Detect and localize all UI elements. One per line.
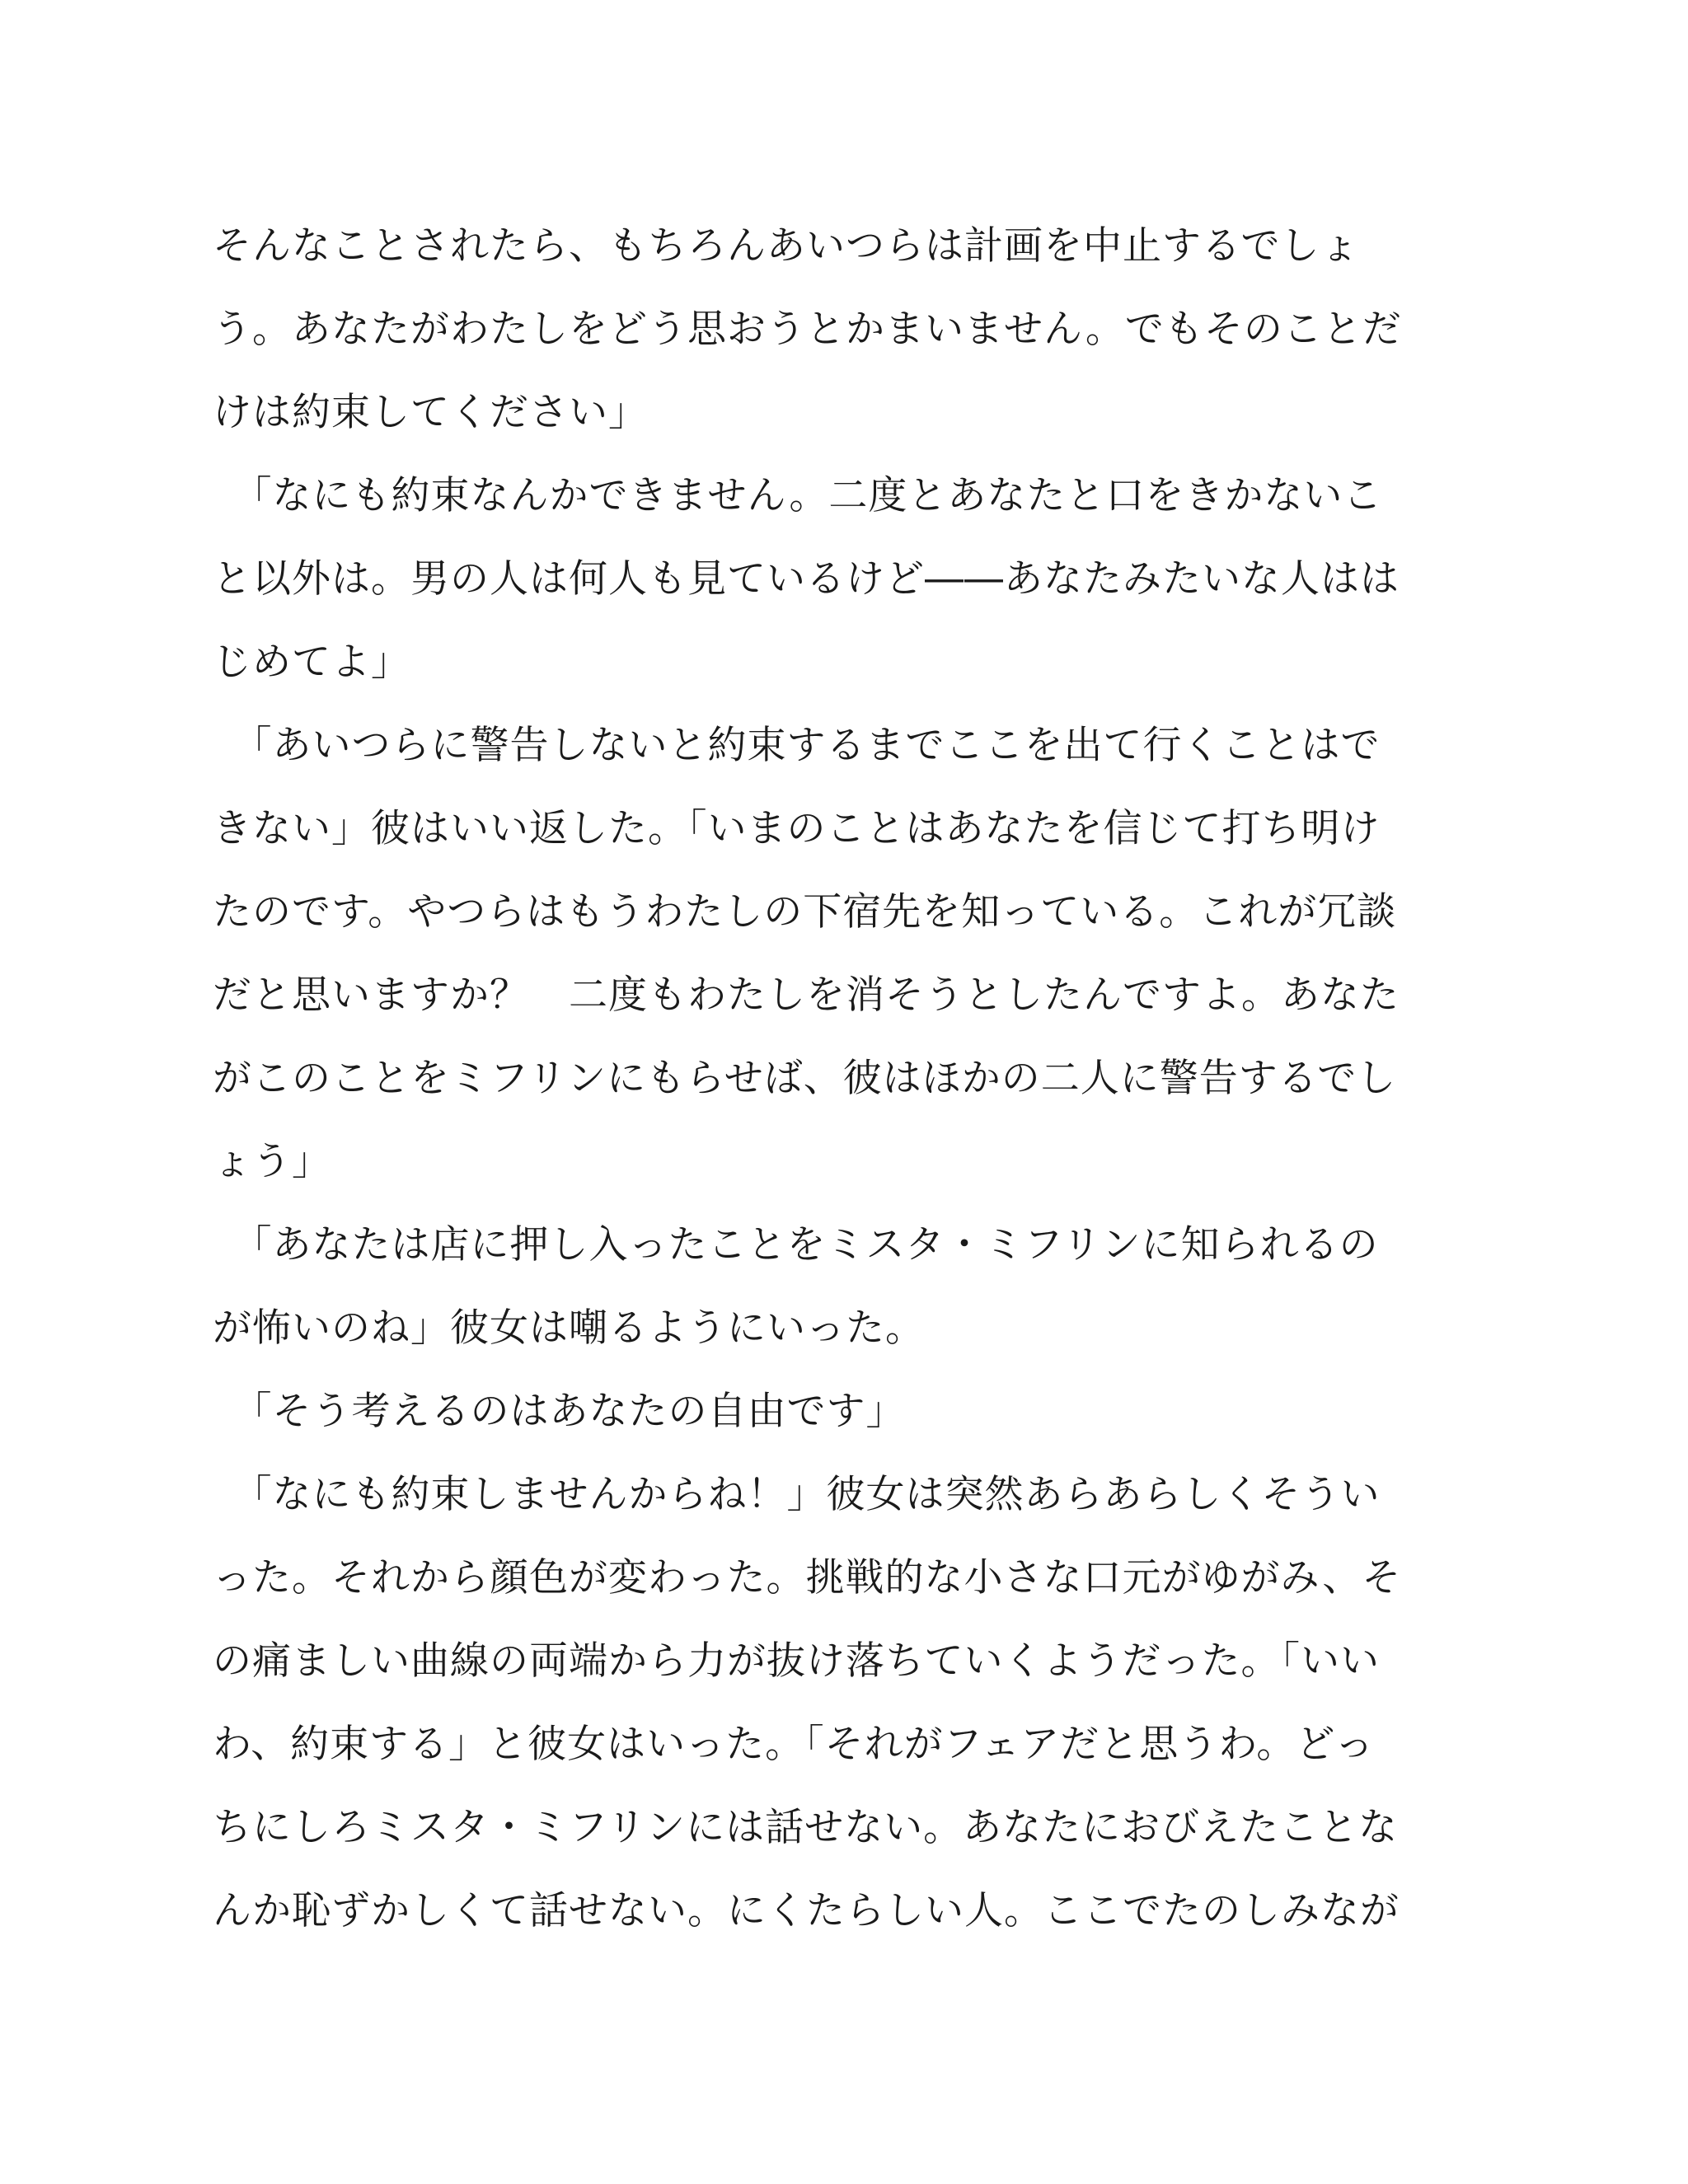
text-line: だと思いますか？ 二度もわたしを消そうとしたんですよ。あなた [213,972,1400,1018]
text-line: 「なにも約束しませんからね！」彼女は突然あらあらしくそうい [213,1472,1381,1517]
text-line: ちにしろミスタ・ミフリンには話せない。あなたにおびえたことな [213,1805,1399,1850]
text-line: 「あなたは店に押し入ったことをミスタ・ミフリンに知られるの [213,1222,1379,1268]
text-line: そんなことされたら、もちろんあいつらは計画を中止するでしょ [213,223,1360,269]
text-line: きない」彼はいい返した。「いまのことはあなたを信じて打ち明け [213,806,1381,851]
text-line: 「そう考えるのはあなたの自由です」 [213,1389,906,1434]
text-line: が怖いのね」彼女は嘲るようにいった。 [213,1305,925,1351]
text-line: んか恥ずかしくて話せない。にくたらしい人。ここでたのしみなが [213,1888,1400,1933]
text-line: う。あなたがわたしをどう思おうとかまいません。でもそのことだ [213,307,1402,352]
text-line: 「あいつらに警告しないと約束するまでここを出て行くことはで [213,723,1381,768]
text-line: と以外は。男の人は何人も見ているけど――あなたみたいな人はは [213,556,1400,602]
text-line: がこのことをミフリンにもらせば、彼はほかの二人に警告するでし [213,1056,1397,1101]
text-line: けは約束してください」 [213,390,648,435]
text-line: じめてよ」 [213,640,410,685]
text-line: 「なにも約束なんかできません。二度とあなたと口をきかないこ [213,473,1383,518]
text-line: たのです。やつらはもうわたしの下宿先を知っている。これが冗談 [213,889,1397,935]
text-line: わ、約束する」と彼女はいった。「それがフェアだと思うわ。どっ [213,1722,1375,1767]
text-line: ょう」 [213,1139,331,1184]
text-line: の痛ましい曲線の両端から力が抜け落ちていくようだった。「いい [213,1638,1381,1684]
body-text [213,204,1449,1952]
text-line: った。それから顔色が変わった。挑戦的な小さな口元がゆがみ、そ [213,1555,1402,1601]
